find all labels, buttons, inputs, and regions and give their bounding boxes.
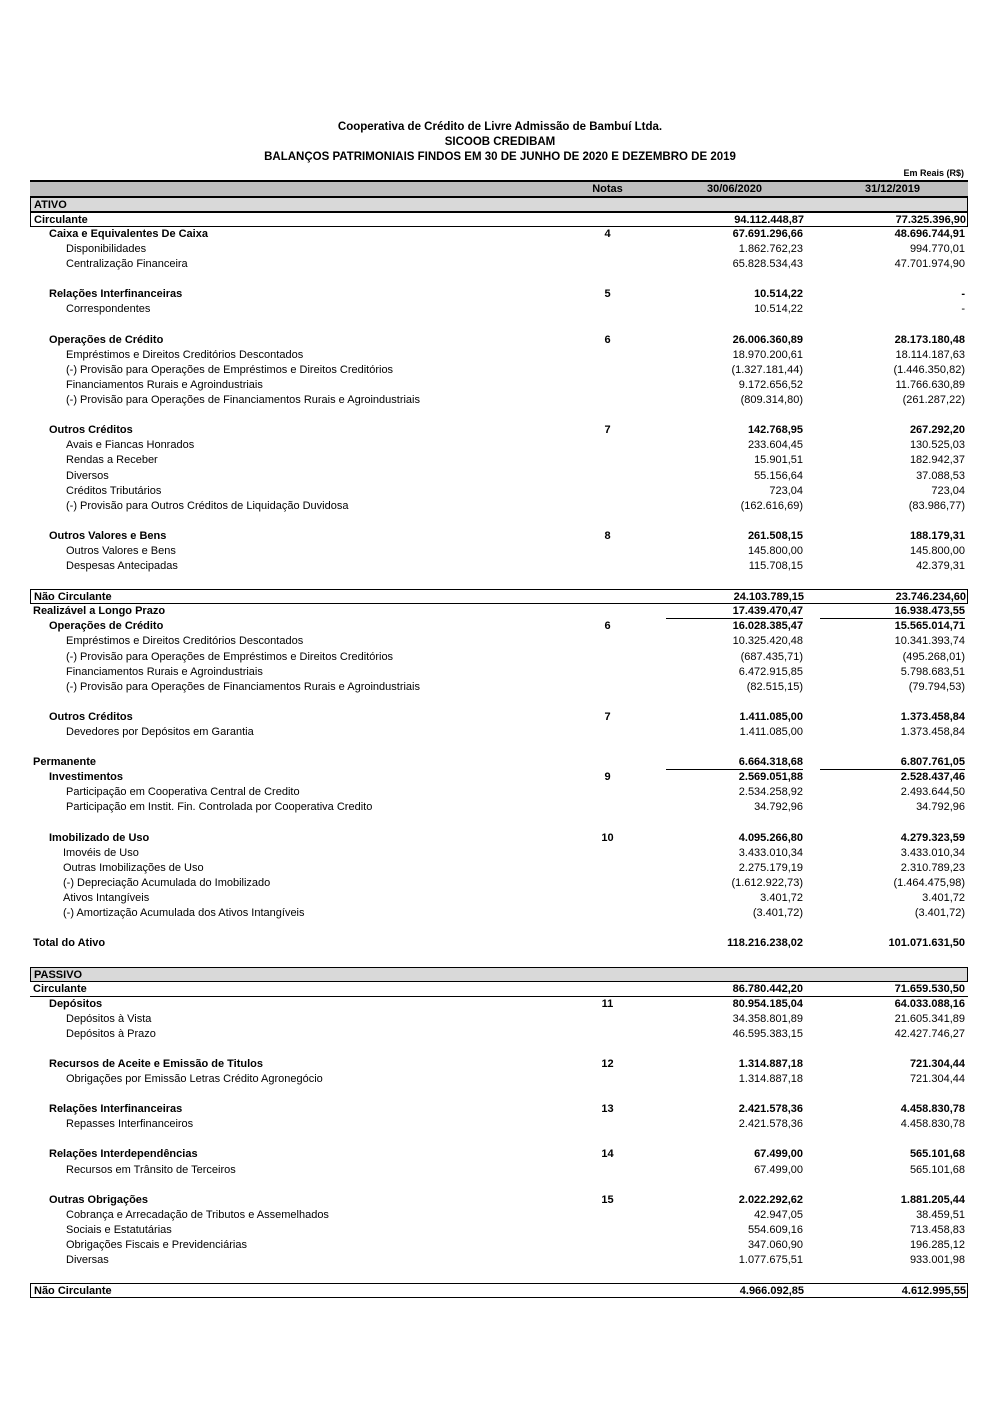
row-label: Outros Valores e Bens bbox=[49, 529, 167, 542]
note-number: 11 bbox=[601, 997, 614, 1010]
passivo-nao-circulante-row bbox=[30, 1283, 968, 1298]
group-header-row bbox=[30, 1147, 968, 1162]
value-2020: 2.275.179,19 bbox=[738, 861, 803, 874]
group-outros-valores bbox=[30, 529, 968, 574]
total-ativo-row bbox=[30, 936, 968, 951]
value-2019: 267.292,20 bbox=[909, 424, 965, 437]
line-item-row bbox=[30, 302, 968, 317]
value-2020: (1.612.922,73) bbox=[731, 876, 803, 889]
note-number: 13 bbox=[601, 1103, 614, 1116]
value-2019: 42.427.746,27 bbox=[894, 1027, 965, 1040]
value-2020: 34.792,96 bbox=[754, 801, 803, 814]
line-item-row bbox=[30, 559, 968, 574]
value-2020: 10.325.420,48 bbox=[732, 635, 803, 648]
value-2020: 142.768,95 bbox=[747, 424, 803, 437]
row-label: Depósitos à Prazo bbox=[66, 1027, 156, 1040]
line-item-row bbox=[30, 1012, 968, 1027]
line-item-row bbox=[30, 1117, 968, 1132]
value-2020: 2.534.258,92 bbox=[738, 786, 803, 799]
value-2019: - bbox=[961, 288, 965, 301]
value-2020: 10.514,22 bbox=[754, 303, 803, 316]
value-2019: 101.071.631,50 bbox=[888, 937, 965, 950]
value-2019: (83.986,77) bbox=[908, 499, 965, 512]
row-label: Outros Créditos bbox=[49, 710, 133, 723]
value-2019: 18.114.187,63 bbox=[895, 348, 965, 361]
row-label: (-) Depreciação Acumulada do Imobilizado bbox=[63, 876, 271, 889]
line-item-row bbox=[30, 861, 968, 876]
value-2019: 2.493.644,50 bbox=[900, 786, 965, 799]
line-item-row bbox=[30, 846, 968, 861]
value-2020: 1.314.887,18 bbox=[738, 1072, 803, 1085]
value-2020: 1.077.675,51 bbox=[738, 1254, 803, 1267]
value-2019: 3.401,72 bbox=[922, 892, 965, 905]
row-label: Realizável a Longo Prazo bbox=[33, 605, 166, 618]
value-2020: 86.780.442,20 bbox=[732, 982, 803, 995]
value-2020: 554.609,16 bbox=[747, 1223, 803, 1236]
line-item-row bbox=[30, 1253, 968, 1268]
value-2020: 15.901,51 bbox=[754, 454, 803, 467]
row-label: Diversas bbox=[66, 1254, 109, 1267]
row-label: Relações Interfinanceiras bbox=[49, 288, 183, 301]
line-item-row bbox=[30, 650, 968, 665]
value-2019: 145.800,00 bbox=[909, 544, 965, 557]
value-2019: (3.401,72) bbox=[914, 907, 965, 920]
note-number: 10 bbox=[601, 831, 614, 844]
ativo-circulante-row bbox=[30, 212, 968, 227]
value-2020: 94.112.448,87 bbox=[734, 214, 804, 226]
note-number: 6 bbox=[604, 333, 611, 346]
line-item-row bbox=[30, 665, 968, 680]
group-relacoes-interdependencias bbox=[30, 1147, 968, 1177]
value-2020: 9.172.656,52 bbox=[738, 378, 803, 391]
value-2019: 1.881.205,44 bbox=[900, 1193, 965, 1206]
value-2019: 34.792,96 bbox=[916, 801, 965, 814]
value-2019: 15.565.014,71 bbox=[894, 620, 965, 633]
value-2019: 37.088,53 bbox=[916, 469, 965, 482]
line-item-row bbox=[30, 634, 968, 649]
row-label: Repasses Interfinanceiros bbox=[66, 1118, 194, 1131]
section-ativo bbox=[30, 197, 968, 212]
value-2019: 38.459,51 bbox=[916, 1208, 965, 1221]
group-header-row bbox=[30, 287, 968, 302]
row-label: Outras Obrigações bbox=[49, 1193, 149, 1206]
value-2020: (162.616,69) bbox=[740, 499, 803, 512]
value-2020: 2.421.578,36 bbox=[738, 1103, 803, 1116]
row-label: Centralização Financeira bbox=[66, 258, 188, 271]
value-2019: 565.101,68 bbox=[909, 1148, 965, 1161]
group-operacoes-credito bbox=[30, 333, 968, 408]
row-label: Caixa e Equivalentes De Caixa bbox=[49, 228, 208, 240]
value-2020: 1.862.762,23 bbox=[738, 243, 803, 256]
group-passivo-relacoes-interfinanceiras bbox=[30, 1102, 968, 1132]
row-label: Permanente bbox=[33, 756, 96, 769]
line-item-row bbox=[30, 363, 968, 378]
column-header-row bbox=[30, 180, 968, 197]
group-depositos bbox=[30, 997, 968, 1042]
currency-unit: Em Reais (R$) bbox=[903, 168, 964, 178]
value-2019: 5.798.683,51 bbox=[900, 665, 965, 678]
row-label: Financiamentos Rurais e Agroindustriais bbox=[66, 378, 263, 391]
group-header-row bbox=[30, 227, 968, 242]
row-label: Recursos de Aceite e Emissão de Titulos bbox=[49, 1057, 263, 1070]
row-label: Participação em Instit. Fin. Controlada por Cooperativa Credito bbox=[66, 801, 373, 814]
row-label: Circulante bbox=[34, 214, 88, 226]
document-header bbox=[0, 120, 1000, 165]
row-label: Operações de Crédito bbox=[49, 333, 164, 346]
group-header-row bbox=[30, 333, 968, 348]
value-2020: 3.401,72 bbox=[760, 892, 803, 905]
value-2020: 18.970.200,61 bbox=[732, 348, 803, 361]
row-label: (-) Provisão para Operações de Financiamentos Rurais e Agroindustriais bbox=[66, 394, 420, 407]
value-2020: 67.499,00 bbox=[754, 1148, 803, 1161]
value-2019: (495.268,01) bbox=[902, 650, 965, 663]
line-item-row bbox=[30, 469, 968, 484]
row-label: (-) Provisão para Operações de Empréstimos e Direitos Creditórios bbox=[66, 650, 394, 663]
note-number: 15 bbox=[601, 1193, 614, 1206]
value-2020: 55.156,64 bbox=[754, 469, 803, 482]
value-2019: 4.279.323,59 bbox=[900, 831, 965, 844]
row-label: Imovéis de Uso bbox=[63, 846, 139, 859]
line-item-row bbox=[30, 378, 968, 393]
col1-header: 30/06/2020 bbox=[706, 183, 763, 195]
row-label: Avais e Fiancas Honrados bbox=[66, 439, 195, 452]
value-2020: (809.314,80) bbox=[740, 394, 803, 407]
line-item-row bbox=[30, 1208, 968, 1223]
value-2019: 47.701.974,90 bbox=[894, 258, 965, 271]
value-2020: 10.514,22 bbox=[754, 288, 803, 301]
row-label: Outros Créditos bbox=[49, 424, 133, 437]
value-2020: 42.947,05 bbox=[754, 1208, 803, 1221]
value-2019: 4.458.830,78 bbox=[900, 1118, 965, 1131]
value-2019: 3.433.010,34 bbox=[900, 846, 965, 859]
row-label: Imobilizado de Uso bbox=[49, 831, 150, 844]
row-label: Cobrança e Arrecadação de Tributos e Assemelhados bbox=[66, 1208, 329, 1221]
value-2019: - bbox=[961, 303, 965, 316]
group-lp-outros-creditos bbox=[30, 710, 968, 740]
group-investimentos bbox=[30, 770, 968, 815]
row-label: Investimentos bbox=[49, 771, 123, 784]
value-2020: 1.411.085,00 bbox=[739, 710, 803, 723]
row-label: Operações de Crédito bbox=[49, 620, 164, 633]
line-item-row bbox=[30, 242, 968, 257]
value-2019: 130.525,03 bbox=[909, 439, 965, 452]
row-label: Outros Valores e Bens bbox=[66, 544, 176, 557]
row-label: Rendas a Receber bbox=[66, 454, 158, 467]
group-lp-operacoes-credito bbox=[30, 619, 968, 694]
value-2019: 723,04 bbox=[931, 484, 965, 497]
line-item-row bbox=[30, 725, 968, 740]
row-label: Devedores por Depósitos em Garantia bbox=[66, 726, 254, 738]
line-item-row bbox=[30, 544, 968, 559]
line-item-row bbox=[30, 891, 968, 906]
value-2020: 46.595.383,15 bbox=[732, 1027, 803, 1040]
row-label: Participação em Cooperativa Central de Credito bbox=[66, 786, 300, 799]
row-label: (-) Provisão para Operações de Financiamentos Rurais e Agroindustriais bbox=[66, 680, 420, 693]
value-2020: (3.401,72) bbox=[752, 907, 803, 920]
row-label: Recursos em Trânsito de Terceiros bbox=[66, 1163, 236, 1176]
value-2019: 188.179,31 bbox=[909, 529, 965, 542]
group-header-row bbox=[30, 423, 968, 438]
value-2020: 2.569.051,88 bbox=[738, 771, 803, 784]
line-item-row bbox=[30, 393, 968, 408]
value-2019: (1.446.350,82) bbox=[893, 363, 965, 376]
group-recursos-aceite bbox=[30, 1057, 968, 1087]
value-2020: (82.515,15) bbox=[746, 680, 803, 693]
value-2019: 16.938.473,55 bbox=[820, 604, 965, 619]
group-header-row bbox=[30, 1057, 968, 1072]
row-label: Relações Interfinanceiras bbox=[49, 1103, 183, 1116]
line-item-row bbox=[30, 1238, 968, 1253]
line-item-row bbox=[30, 1163, 968, 1178]
row-label: Circulante bbox=[33, 982, 87, 995]
value-2020: 347.060,90 bbox=[747, 1239, 803, 1251]
group-header-row bbox=[30, 529, 968, 544]
value-2019: 933.001,98 bbox=[909, 1254, 965, 1267]
line-item-row bbox=[30, 800, 968, 815]
note-number: 12 bbox=[601, 1057, 614, 1070]
group-outros-creditos bbox=[30, 423, 968, 514]
company-name: Cooperativa de Crédito de Livre Admissão de Bambuí Ltda. bbox=[337, 121, 663, 133]
row-label: Correspondentes bbox=[66, 303, 151, 316]
row-label: (-) Provisão para Outros Créditos de Liquidação Duvidosa bbox=[66, 499, 349, 512]
permanente-row bbox=[30, 755, 968, 770]
row-label: Não Circulante bbox=[34, 1285, 112, 1298]
value-2020: 4.966.092,85 bbox=[739, 1285, 804, 1298]
value-2020: 26.006.360,89 bbox=[732, 333, 803, 346]
row-label: Créditos Tributários bbox=[66, 484, 162, 497]
row-label: Obrigações Fiscais e Previdenciárias bbox=[66, 1239, 247, 1251]
row-label: Obrigações por Emissão Letras Crédito Agronegócio bbox=[66, 1072, 323, 1085]
line-item-row bbox=[30, 876, 968, 891]
row-label: Outras Imobilizações de Uso bbox=[63, 861, 204, 874]
value-2020: 34.358.801,89 bbox=[732, 1012, 803, 1025]
line-item-row bbox=[30, 257, 968, 272]
row-label: Depósitos à Vista bbox=[66, 1012, 152, 1025]
note-number: 7 bbox=[604, 424, 611, 437]
line-item-row bbox=[30, 906, 968, 921]
value-2020: 6.664.318,68 bbox=[666, 755, 803, 770]
report-title: BALANÇOS PATRIMONIAIS FINDOS EM 30 DE JUNHO DE 2020 E DEZEMBRO DE 2019 bbox=[264, 151, 736, 163]
line-item-row bbox=[30, 1027, 968, 1042]
note-number: 14 bbox=[601, 1148, 614, 1161]
row-label: Financiamentos Rurais e Agroindustriais bbox=[66, 665, 263, 678]
group-header-row bbox=[30, 1193, 968, 1208]
value-2019: 565.101,68 bbox=[909, 1163, 965, 1176]
row-label: Não Circulante bbox=[34, 591, 112, 604]
group-header-row bbox=[30, 619, 968, 634]
value-2020: 65.828.534,43 bbox=[732, 258, 803, 271]
line-item-row bbox=[30, 499, 968, 514]
value-2020: 233.604,45 bbox=[747, 439, 803, 452]
value-2019: 1.373.458,84 bbox=[900, 710, 965, 723]
value-2020: 145.800,00 bbox=[747, 544, 803, 557]
value-2020: (687.435,71) bbox=[740, 650, 803, 663]
value-2019: 6.807.761,05 bbox=[820, 755, 965, 770]
value-2019: 21.605.341,89 bbox=[894, 1012, 965, 1025]
value-2019: 994.770,01 bbox=[909, 243, 965, 256]
group-imobilizado bbox=[30, 831, 968, 922]
line-item-row bbox=[30, 785, 968, 800]
row-label: Empréstimos e Direitos Creditórios Descontados bbox=[66, 348, 304, 361]
row-label: Total do Ativo bbox=[33, 937, 106, 950]
value-2020: 723,04 bbox=[769, 484, 803, 497]
note-number: 5 bbox=[604, 288, 611, 301]
line-item-row bbox=[30, 680, 968, 695]
row-label: Empréstimos e Direitos Creditórios Descontados bbox=[66, 635, 304, 648]
value-2020: 1.314.887,18 bbox=[738, 1057, 803, 1070]
value-2019: 23.746.234,60 bbox=[895, 591, 966, 604]
line-item-row bbox=[30, 484, 968, 499]
value-2020: 261.508,15 bbox=[747, 529, 803, 542]
value-2020: 4.095.266,80 bbox=[738, 831, 803, 844]
row-label: (-) Provisão para Operações de Empréstimos e Direitos Creditórios bbox=[66, 363, 394, 376]
line-item-row bbox=[30, 348, 968, 363]
col2-header: 31/12/2019 bbox=[864, 183, 921, 195]
value-2019: 2.528.437,46 bbox=[900, 771, 965, 784]
section-label: PASSIVO bbox=[34, 968, 83, 981]
row-label: Sociais e Estatutárias bbox=[66, 1223, 172, 1236]
value-2019: 2.310.789,23 bbox=[900, 861, 965, 874]
value-2019: 1.373.458,84 bbox=[900, 726, 965, 738]
note-number: 4 bbox=[604, 228, 611, 240]
group-header-row bbox=[30, 997, 968, 1012]
passivo-circulante-row bbox=[30, 982, 968, 997]
value-2019: 77.325.396,90 bbox=[895, 214, 966, 226]
row-label: Relações Interdependências bbox=[49, 1148, 198, 1161]
value-2019: 28.173.180,48 bbox=[894, 333, 965, 346]
group-header-row bbox=[30, 710, 968, 725]
value-2020: 6.472.915,85 bbox=[738, 665, 803, 678]
row-label: Ativos Intangíveis bbox=[63, 892, 150, 905]
value-2019: 182.942,37 bbox=[909, 454, 965, 467]
section-label: ATIVO bbox=[34, 199, 67, 211]
value-2020: 2.421.578,36 bbox=[738, 1118, 803, 1131]
note-number: 7 bbox=[604, 710, 611, 723]
value-2019: 10.341.393,74 bbox=[894, 635, 965, 648]
group-header-row bbox=[30, 1102, 968, 1117]
value-2019: 4.458.830,78 bbox=[900, 1103, 965, 1116]
value-2019: 48.696.744,91 bbox=[894, 228, 965, 240]
value-2020: 3.433.010,34 bbox=[738, 846, 803, 859]
value-2019: (261.287,22) bbox=[902, 394, 965, 407]
value-2020: 67.691.296,66 bbox=[732, 228, 803, 240]
section-passivo bbox=[30, 967, 968, 982]
value-2019: 713.458,83 bbox=[909, 1223, 965, 1236]
balance-sheet bbox=[30, 180, 968, 1298]
group-header-row bbox=[30, 831, 968, 846]
value-2020: 67.499,00 bbox=[754, 1163, 803, 1176]
value-2019: 721.304,44 bbox=[909, 1072, 965, 1085]
value-2019: 11.766.630,89 bbox=[895, 378, 965, 391]
value-2020: 118.216.238,02 bbox=[727, 937, 803, 950]
line-item-row bbox=[30, 438, 968, 453]
notas-header: Notas bbox=[592, 183, 623, 195]
line-item-row bbox=[30, 1223, 968, 1238]
row-label: (-) Amortização Acumulada dos Ativos Intangíveis bbox=[63, 907, 305, 920]
value-2020: 80.954.185,04 bbox=[732, 997, 803, 1010]
value-2019: 64.033.088,16 bbox=[894, 997, 965, 1010]
row-label: Diversos bbox=[66, 469, 109, 482]
value-2019: 196.285,12 bbox=[909, 1239, 965, 1251]
ativo-nao-circulante-row bbox=[30, 589, 968, 604]
value-2020: 1.411.085,00 bbox=[739, 726, 803, 738]
group-header-row bbox=[30, 770, 968, 785]
row-label: Despesas Antecipadas bbox=[66, 560, 178, 573]
value-2020: 115.708,15 bbox=[748, 560, 803, 573]
value-2019: 42.379,31 bbox=[916, 560, 965, 573]
value-2019: 71.659.530,50 bbox=[894, 982, 965, 995]
group-outras-obrigacoes bbox=[30, 1193, 968, 1268]
group-relacoes-interfinanceiras bbox=[30, 287, 968, 317]
value-2019: (79.794,53) bbox=[908, 680, 965, 693]
note-number: 9 bbox=[604, 771, 611, 784]
value-2020: 17.439.470,47 bbox=[666, 604, 803, 619]
value-2020: 2.022.292,62 bbox=[738, 1193, 803, 1206]
note-number: 6 bbox=[604, 620, 611, 633]
value-2019: 721.304,44 bbox=[909, 1057, 965, 1070]
row-label: Disponibilidades bbox=[66, 243, 147, 256]
value-2019: 4.612.995,55 bbox=[901, 1285, 966, 1298]
line-item-row bbox=[30, 1072, 968, 1087]
note-number: 8 bbox=[604, 529, 611, 542]
value-2020: 16.028.385,47 bbox=[732, 620, 803, 633]
realizavel-row bbox=[30, 604, 968, 619]
row-label: Depósitos bbox=[49, 997, 103, 1010]
value-2019: (1.464.475,98) bbox=[893, 876, 965, 889]
brand-name: SICOOB CREDIBAM bbox=[444, 136, 556, 148]
group-caixa bbox=[30, 227, 968, 272]
line-item-row bbox=[30, 453, 968, 468]
value-2020: (1.327.181,44) bbox=[731, 363, 803, 376]
value-2020: 24.103.789,15 bbox=[733, 591, 804, 604]
